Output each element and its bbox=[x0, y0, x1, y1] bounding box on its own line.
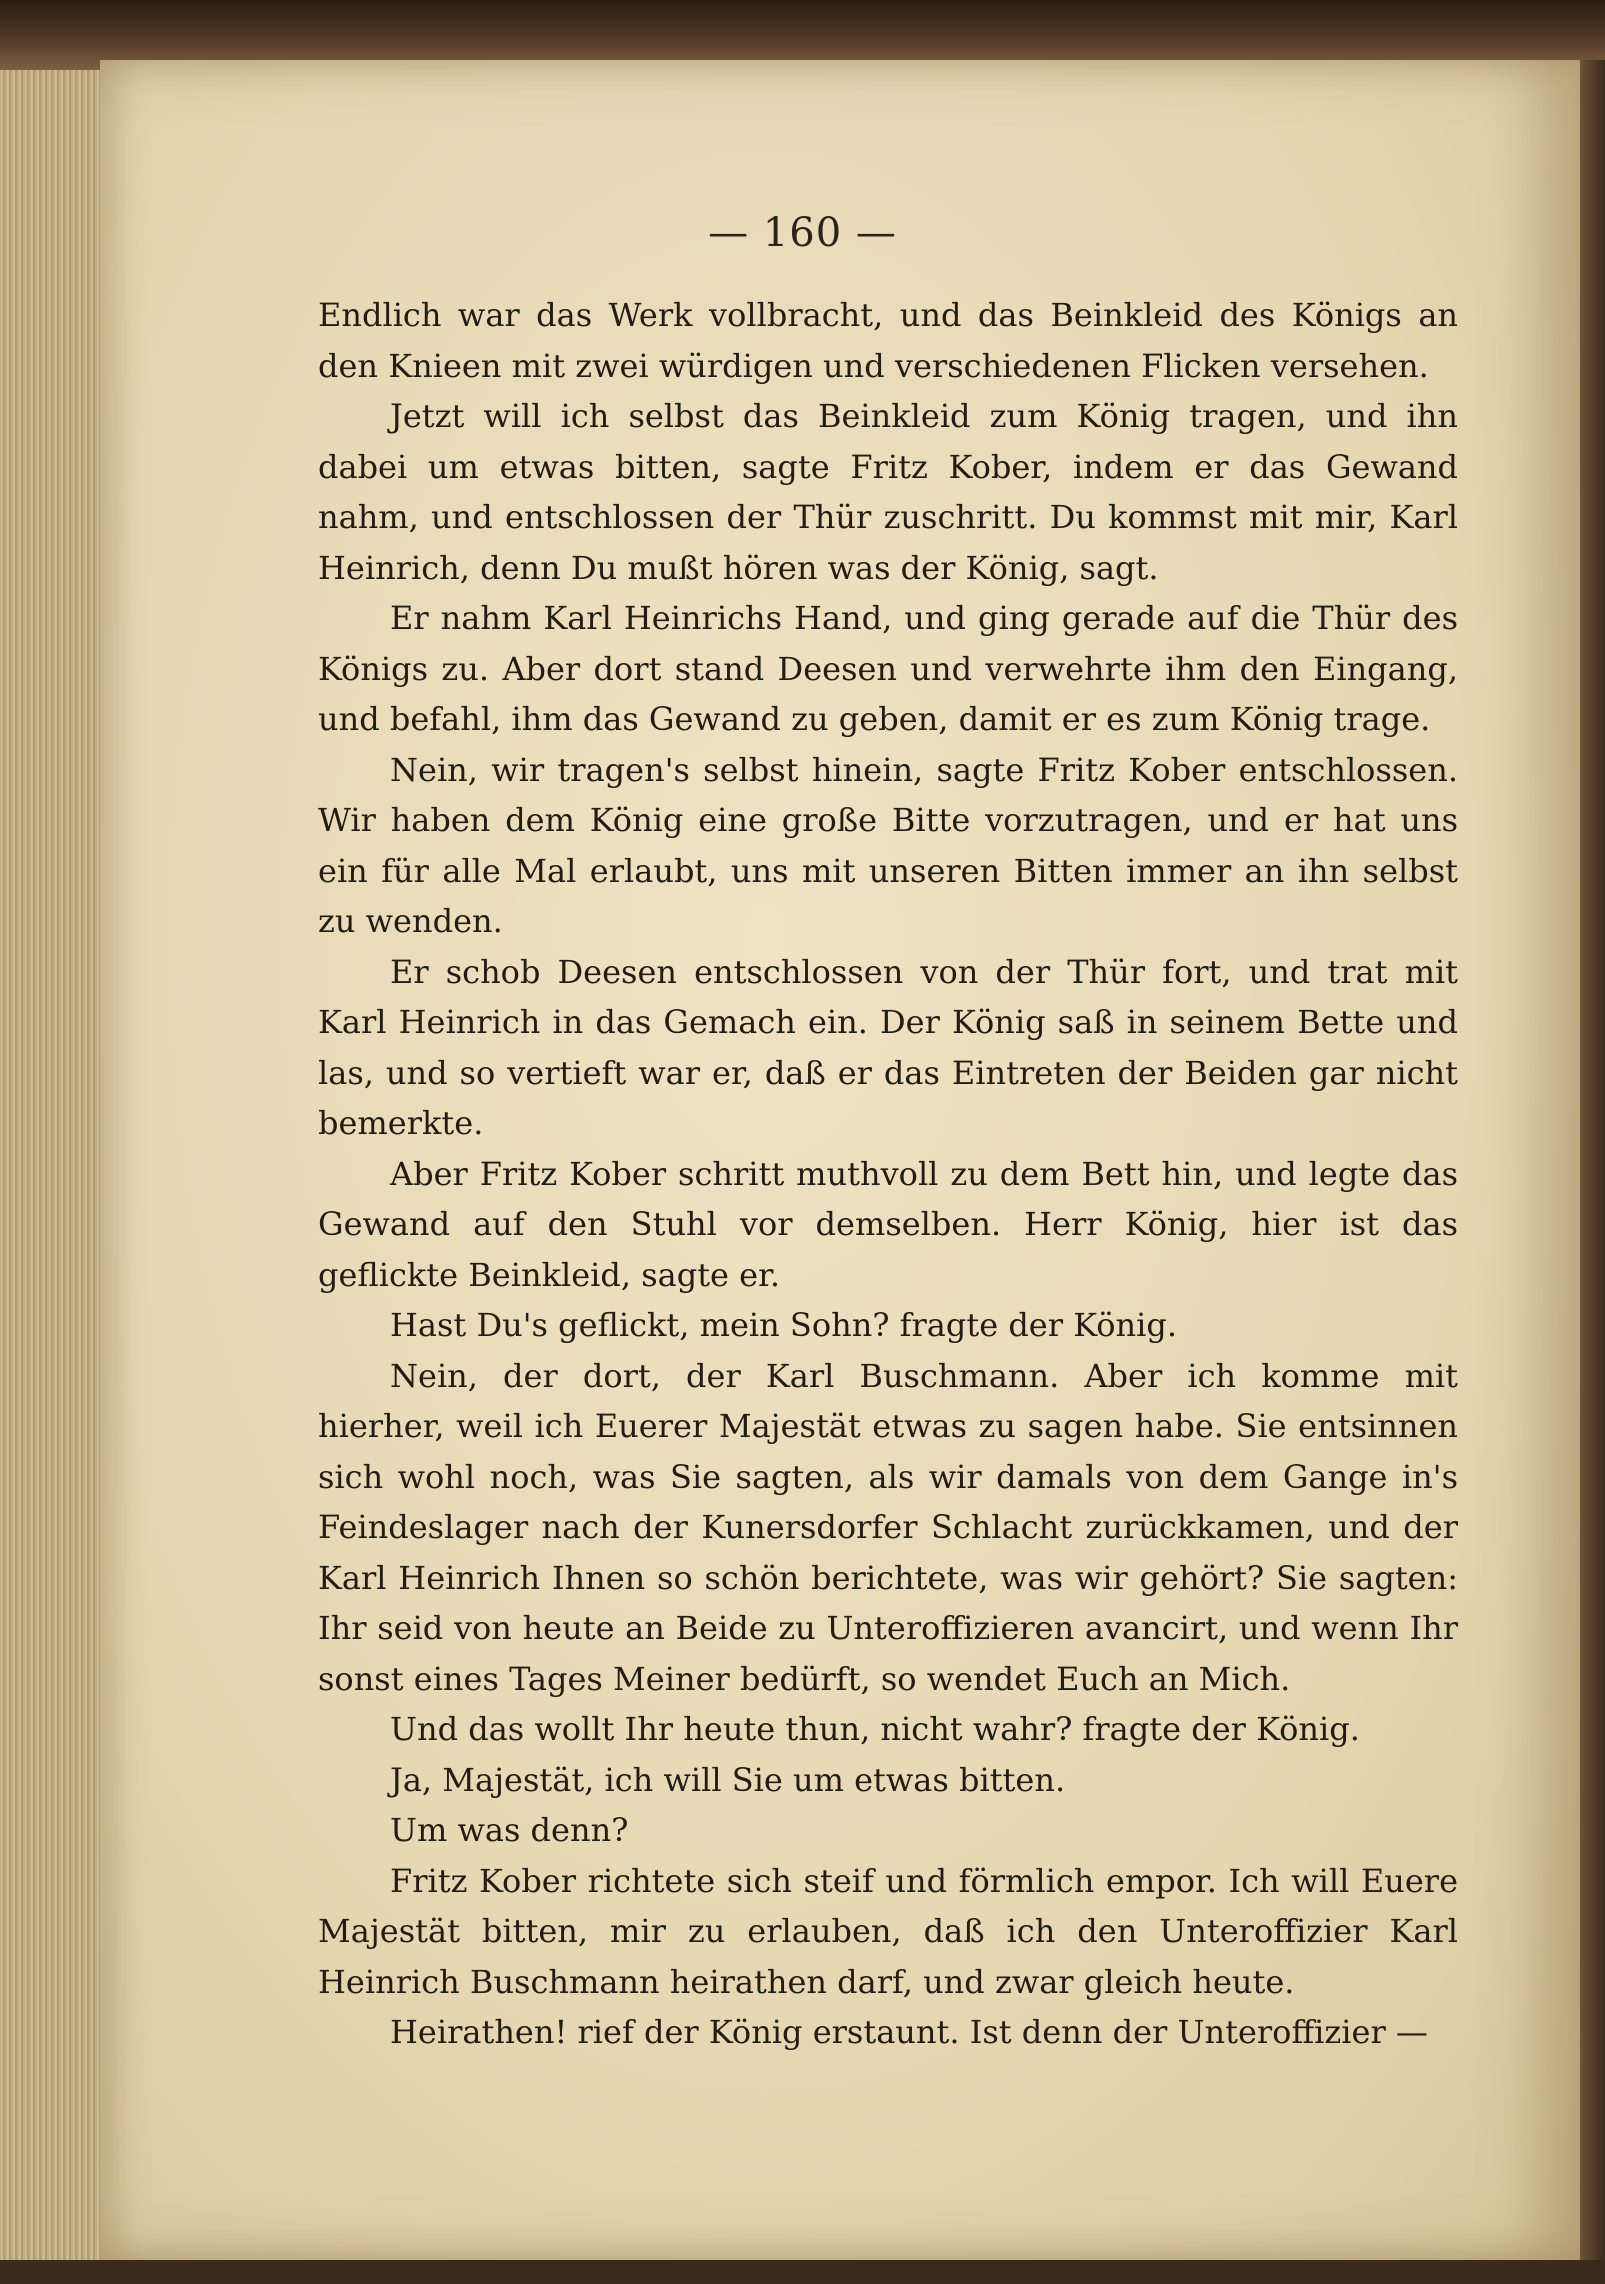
page-body-text bbox=[318, 290, 1458, 2058]
paragraph: Jetzt will ich selbst das Beinkleid zum König tragen, und ihn dabei um etwas bitten, sagte Fritz Kober, indem er das Gewand nahm, und entschlossen der Thür zuschritt. Du kommst mit mir, Karl Heinrich, denn Du mußt hören was der König, sagt. bbox=[318, 397, 1458, 587]
paragraph: Endlich war das Werk vollbracht, und das Beinkleid des Königs an den Knieen mit zwei würdigen und verschiedenen Flicken versehen. bbox=[318, 296, 1458, 385]
book-gutter-right bbox=[1580, 60, 1605, 2260]
paragraph: Ja, Majestät, ich will Sie um etwas bitten. bbox=[390, 1760, 1066, 1799]
paragraph: Hast Du's geflickt, mein Sohn? fragte der König. bbox=[390, 1306, 1178, 1344]
paragraph: Und das wollt Ihr heute thun, nicht wahr? fragte der König. bbox=[390, 1710, 1360, 1748]
paragraph: Um was denn? bbox=[390, 1811, 629, 1849]
paragraph: Nein, der dort, der Karl Buschmann. Aber ich komme mit hierher, weil ich Euerer Majestät etwas zu sagen habe. Sie entsinnen sich wohl noch, was Sie sagten, als wir damals von dem Gange in's Feindeslager nach der Kunersdorfer Schlacht zurückkamen, und der Karl Heinrich Ihnen so schön berichtete, was wir gehört? Sie sagten: Ihr seid von heute an Beide zu Unteroffizieren avancirt, und wenn Ihr sonst eines Tages Meiner bedürft, so wendet Euch an Mich. bbox=[318, 1356, 1458, 1698]
page-number: — 160 — bbox=[708, 210, 897, 256]
page-edges bbox=[0, 70, 112, 2260]
paragraph: Er nahm Karl Heinrichs Hand, und ging gerade auf die Thür des Königs zu. Aber dort stand Deesen und verwehrte ihm den Eingang, und befahl, ihm das Gewand zu geben, damit er es zum König trage. bbox=[318, 599, 1458, 738]
paragraph: Aber Fritz Kober schritt muthvoll zu dem Bett hin, und legte das Gewand auf den Stuhl vor demselben. Herr König, hier ist das geflickte Beinkleid, sagte er. bbox=[318, 1154, 1458, 1294]
paragraph: Fritz Kober richtete sich steif und förmlich empor. Ich will Euere Majestät bitten, mir zu erlauben, daß ich den Unteroffizier Karl Heinrich Buschmann heirathen darf, und zwar gleich heute. bbox=[318, 1861, 1458, 2001]
paragraph: Nein, wir tragen's selbst hinein, sagte Fritz Kober entschlossen. Wir haben dem König eine große Bitte vorzutragen, und er hat uns ein für alle Mal erlaubt, uns mit unseren Bitten immer an ihn selbst zu wenden. bbox=[318, 750, 1458, 940]
paragraph: Heirathen! rief der König erstaunt. Ist denn der Unteroffizier — bbox=[390, 2013, 1428, 2051]
paragraph: Er schob Deesen entschlossen von der Thür fort, und trat mit Karl Heinrich in das Gemach ein. Der König saß in seinem Bette und las, und so vertieft war er, daß er das Eintreten der Beiden gar nicht bemerkte. bbox=[318, 952, 1458, 1142]
